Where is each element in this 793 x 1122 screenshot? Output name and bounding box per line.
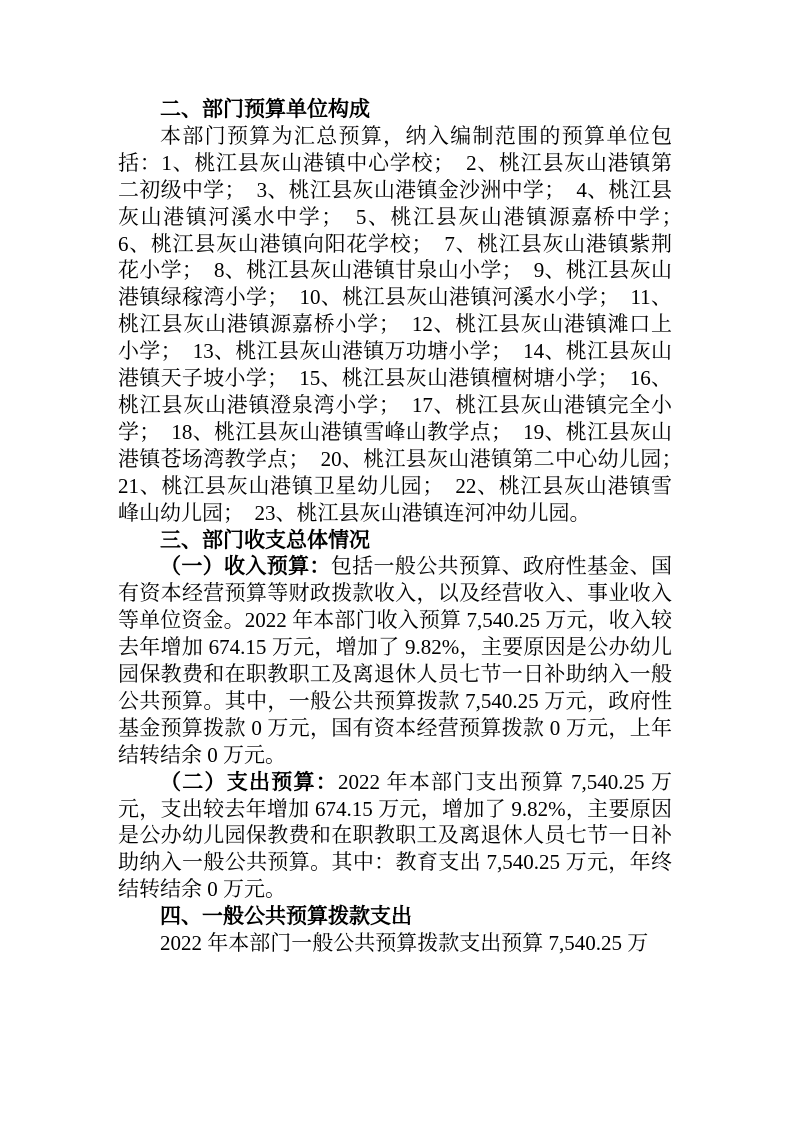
document-body [118, 96, 693, 957]
section-heading: 四、一般公共预算拨款支出 [160, 904, 412, 929]
paragraph [118, 553, 672, 768]
paragraph-lead-bold: （二）支出预算： [160, 769, 338, 794]
paragraph-text: 包括一般公共预算、政府性基金、国有资本经营预算等财政拨款收入，以及经营收入、事业收入等单位资金。2022 年本部门收入预算 7,540.25 万元，收入较去年增加 674.15 万元，增加了 9.82%，主要原因是公办幼儿园保教费和在职教职工及离退休人员七节一日补助纳入一般公共预算。其中，一般公共预算拨款 7,540.25 万元，政府性基金预算拨款 0 万元，国有资本经营预算拨款 0 万元，上年结转结余 0 万元。 [118, 554, 673, 767]
paragraph [118, 769, 672, 904]
paragraph-text: 2022 年本部门支出预算 7,540.25 万元，支出较去年增加 674.15 万元，增加了 9.82%，主要原因是公办幼儿园保教费和在职教职工及离退休人员七节一日补助纳入一般公共预算。其中：教育支出 7,540.25 万元，年终结转结余 0 万元。 [118, 769, 672, 902]
paragraph [118, 123, 693, 527]
section-heading: 二、部门预算单位构成 [160, 97, 370, 121]
paragraph-text: 本部门预算为汇总预算，纳入编制范围的预算单位包括：1、桃江县灰山港镇中心学校； 2、桃江县灰山港镇第二初级中学； 3、桃江县灰山港镇金沙洲中学； 4、桃江县灰山港镇河溪水中学； 5、桃江县灰山港镇源嘉桥中学； 6、桃江县灰山港镇向阳花学校； 7、桃江县灰山港镇紫荆花小学； 8、桃江县灰山港镇甘泉山小学； 9、桃江县灰山港镇绿稼湾小学； 10、桃江县灰山港镇河溪水小学； 11、桃江县灰山港镇源嘉桥小学； 12、桃江县灰山港镇滩口上小学； 13、桃江县灰山港镇万功塘小学； 14、桃江县灰山港镇天子坡小学； 15、桃江县灰山港镇檀树塘小学； 16、桃江县灰山港镇澄泉湾小学； 17、桃江县灰山港镇完全小学； 18、桃江县灰山港镇雪峰山教学点； 19、桃江县灰山港镇苍场湾教学点； 20、桃江县灰山港镇第二中心幼儿园； 21、桃江县灰山港镇卫星幼儿园； 22、桃江县灰山港镇雪峰山幼儿园； 23、桃江县灰山港镇连河冲幼儿园。 [118, 123, 693, 525]
section-heading: 三、部门收支总体情况 [160, 527, 370, 552]
paragraph [118, 930, 672, 957]
paragraph-text: 2022 年本部门一般公共预算拨款支出预算 7,540.25 万 [160, 931, 649, 956]
paragraph-lead-bold: （一）收入预算： [160, 554, 331, 579]
